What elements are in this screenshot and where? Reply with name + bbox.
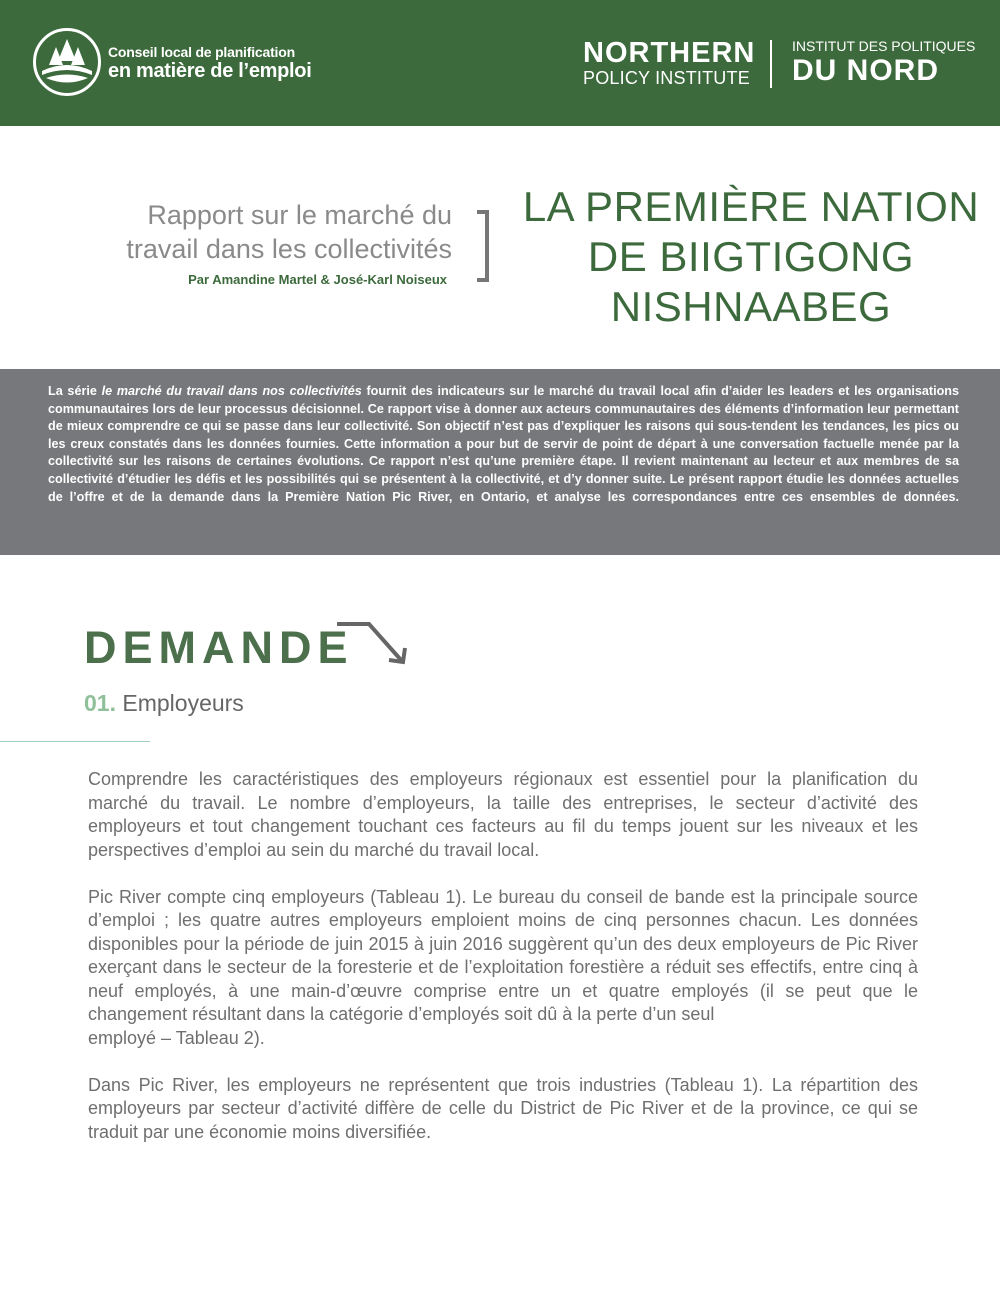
report-authors: Par Amandine Martel & José-Karl Noiseux — [188, 272, 447, 287]
logo-line-2: en matière de l’emploi — [108, 60, 312, 82]
body-paragraph-1: Comprendre les caractéristiques des employeurs régionaux est essentiel pour la planification du marché du travail. Le nombre d’employeurs, la taille des entreprises, le secteur d’activité des employeurs et tout changement touchant ces facteurs au fil du temps jouent sur les niveaux et les perspectives d’emploi au sein du marché du travail local. — [88, 769, 918, 860]
subsection-rule — [0, 741, 150, 742]
report-title — [126, 198, 452, 266]
northern-policy-logo — [583, 38, 755, 88]
body-text — [88, 768, 918, 1168]
intro-band — [0, 369, 1000, 555]
page-header — [0, 0, 1000, 126]
report-title-line-2: travail dans les collectivités — [126, 234, 452, 264]
logo-line-1: Conseil local de planification — [108, 44, 295, 60]
clpe-logo-text — [108, 44, 311, 82]
title-bracket — [477, 210, 489, 282]
intro-series-name: le marché du travail dans nos collectivités — [101, 384, 362, 398]
nation-title-line-2: DE BIIGTIGONG — [587, 233, 915, 280]
arrow-down-right-icon — [333, 620, 413, 670]
subsection-label: Employeurs — [115, 690, 244, 716]
npi-line-2: POLICY INSTITUTE — [583, 68, 750, 88]
logo-divider — [770, 40, 772, 88]
intro-paragraph — [48, 383, 959, 506]
body-paragraph-2b: employé – Tableau 2). — [88, 1027, 265, 1048]
institut-politiques-logo — [792, 38, 975, 88]
ipn-line-1: INSTITUT DES POLITIQUES — [792, 38, 976, 54]
body-paragraph-3: Dans Pic River, les employeurs ne représentent que trois industries (Tableau 1). La répartition des employeurs par secteur d’activité diffère de celle du District de Pic River et de la province, ce qui se traduit par une économie moins diversifiée. — [88, 1074, 918, 1142]
section-heading: DEMANDE — [84, 622, 354, 673]
body-paragraph-2 — [88, 886, 918, 1051]
nation-title — [520, 182, 982, 332]
trees-logo-icon — [33, 28, 101, 96]
subsection-number: 01. — [84, 690, 116, 716]
nation-title-line-3: NISHNAABEG — [610, 283, 892, 330]
subsection-heading — [84, 690, 244, 717]
ipn-line-2: DU NORD — [792, 54, 939, 87]
intro-text: fournit des indicateurs sur le marché du travail local afin d’aider les leaders et les organisations communautaires lors de leur processus décisionnel. Ce rapport vise à donner aux acteurs communautaires des éléments d’information leur permettant de mieux comprendre ce qui se passe dans leur collectivité. Son objectif n’est pas d’expliquer les raisons qui sous-tendent les tendances, les pics ou les creux constatés dans les données fournies. Cette information a pour but de servir de point de départ à une conversation factuelle menée par la collectivité sur les raisons de certaines évolutions. Ce rapport n’est qu’une première étape. Il revient maintenant au lecteur et aux membres de sa collectivité d’étudier les défis et les possibilités qui se présentent à la collectivité, et d’y donner suite. Le présent rapport étudie les données actuelles de l’offre et de la demande dans la Première Nation Pic River, en Ontario, et analyse les correspondances entre ces ensembles de données. — [48, 384, 959, 504]
intro-lead: La série — [48, 384, 102, 398]
body-paragraph-2a: Pic River compte cinq employeurs (Tableau 1). Le bureau du conseil de bande est la principale source d’emploi ; les quatre autres employeurs emploient moins de cinq personnes chacun. Les données disponibles pour la période de juin 2015 à juin 2016 suggèrent qu’un des deux employeurs de Pic River exerçant dans le secteur de la foresterie et de l’exploitation forestière a réduit ses effectifs, entre cinq à neuf employés, à une main-d’œuvre comprise entre un et quatre employés (il se peut que le changement résultant dans la catégorie d’employés soit dû à la perte d’un seul — [88, 886, 918, 1024]
nation-title-line-1: LA PREMIÈRE NATION — [522, 183, 980, 230]
npi-line-1: NORTHERN — [583, 37, 756, 69]
report-title-line-1: Rapport sur le marché du — [147, 200, 452, 230]
